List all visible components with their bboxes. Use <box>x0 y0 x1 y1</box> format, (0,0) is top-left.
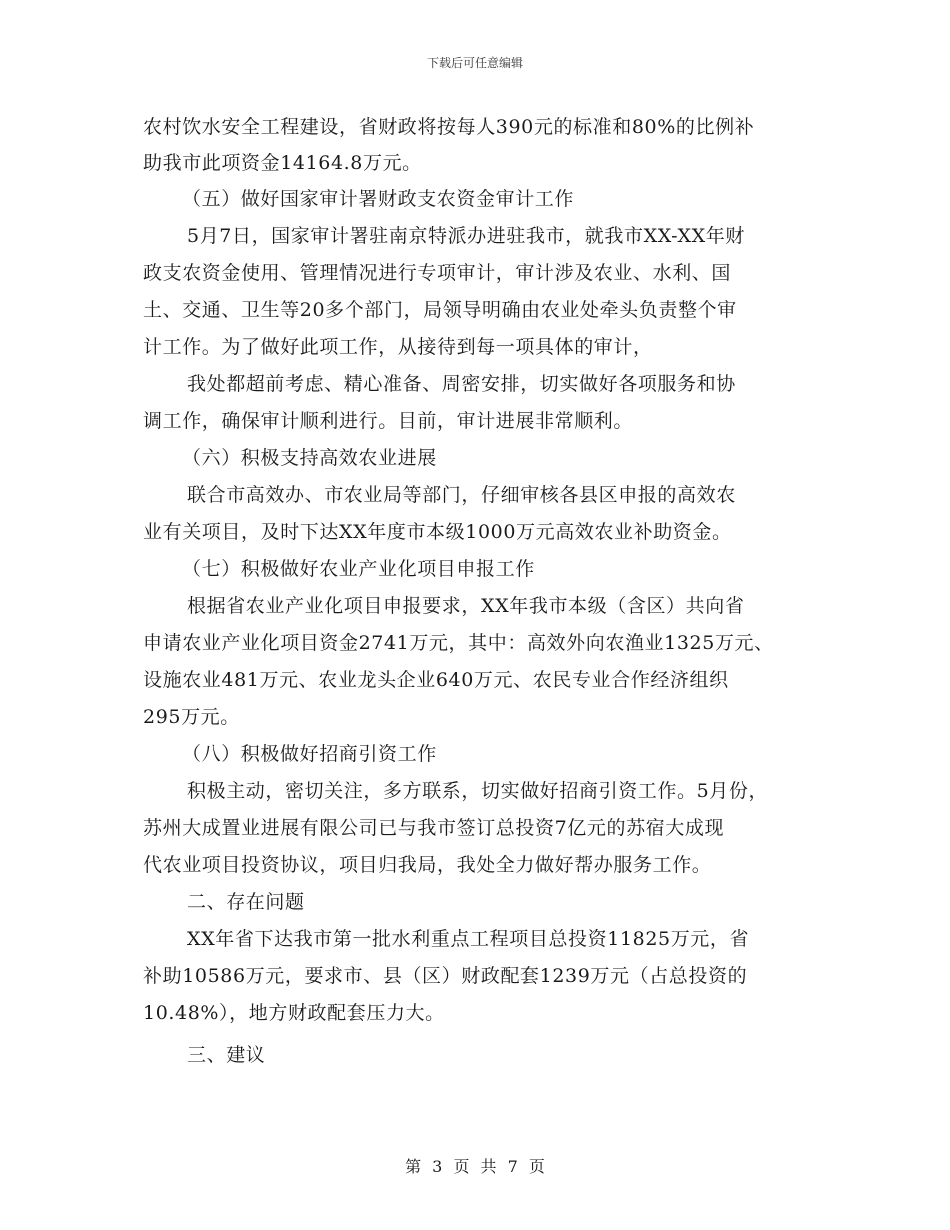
body-line: 业有关项目，及时下达XX年度市本级1000万元高效农业补助资金。 <box>143 521 732 543</box>
body-line: 设施农业481万元、农业龙头企业640万元、农民专业合作经济组织 <box>143 669 729 691</box>
body-line: 补助10586万元，要求市、县（区）财政配套1239万元（占总投资的 <box>143 965 748 987</box>
section-heading: （六）积极支持高效农业进展 <box>182 447 437 469</box>
section-heading: （七）积极做好农业产业化项目申报工作 <box>182 558 535 580</box>
body-line: 农村饮水安全工程建设，省财政将按每人390元的标准和80%的比例补 <box>143 116 755 138</box>
section-heading: 三、建议 <box>187 1044 266 1066</box>
body-line: 10.48%），地方财政配套压力大。 <box>143 1002 445 1024</box>
body-line: 苏州大成置业进展有限公司已与我市签订总投资7亿元的苏宿大成现 <box>143 817 725 839</box>
section-heading: （五）做好国家审计署财政支农资金审计工作 <box>182 188 575 210</box>
body-line: 政支农资金使用、管理情况进行专项审计，审计涉及农业、水利、国 <box>143 262 732 284</box>
body-line: XX年省下达我市第一批水利重点工程项目总投资11825万元，省 <box>187 928 750 950</box>
page-number-footer: 第 3 页 共 7 页 <box>405 1157 545 1176</box>
body-line: 代农业项目投资协议，项目归我局，我处全力做好帮办服务工作。 <box>143 854 712 876</box>
body-line: 5月7日，国家审计署驻南京特派办进驻我市，就我市XX-XX年财 <box>187 225 745 247</box>
body-line: 助我市此项资金14164.8万元。 <box>143 152 422 174</box>
page-header: 下载后可任意编辑 <box>426 56 523 70</box>
body-line: 积极主动，密切关注，多方联系，切实做好招商引资工作。5月份， <box>187 780 769 802</box>
body-line: 调工作，确保审计顺利进行。目前，审计进展非常顺利。 <box>143 410 634 432</box>
body-line: 根据省农业产业化项目申报要求，XX年我市本级（含区）共向省 <box>187 595 745 617</box>
body-line: 土、交通、卫生等20多个部门，局领导明确由农业处牵头负责整个审 <box>143 299 737 321</box>
body-line: 295万元。 <box>143 706 240 728</box>
body-line: 申请农业产业化项目资金2741万元，其中：高效外向农渔业1325万元、 <box>143 632 774 654</box>
body-line: 我处都超前考虑、精心准备、周密安排，切实做好各项服务和协 <box>187 373 736 395</box>
body-line: 联合市高效办、市农业局等部门，仔细审核各县区申报的高效农 <box>187 484 736 506</box>
section-heading: 二、存在问题 <box>187 891 305 913</box>
section-heading: （八）积极做好招商引资工作 <box>182 743 437 765</box>
body-line: 计工作。为了做好此项工作，从接待到每一项具体的审计， <box>143 336 653 358</box>
